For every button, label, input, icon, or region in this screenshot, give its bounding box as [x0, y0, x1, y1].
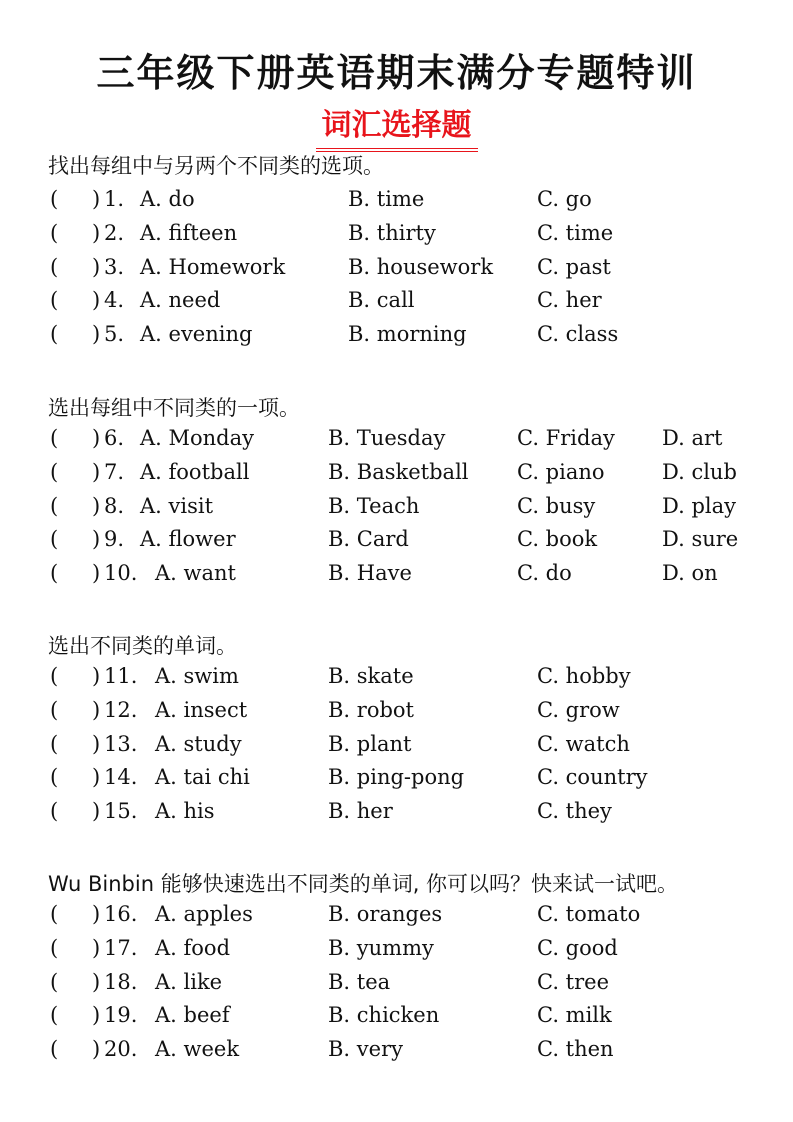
- answer-blank-open[interactable]: (: [50, 493, 59, 518]
- option-a: A. Monday: [140, 426, 255, 450]
- question-row: [0, 732, 793, 762]
- answer-blank-close: ): [92, 426, 101, 450]
- subtitle-wrap: [0, 100, 793, 152]
- option-c: C. tree: [537, 969, 610, 994]
- option-c: C. time: [537, 220, 614, 245]
- option-a: A. swim: [155, 664, 239, 688]
- question-row: [0, 902, 793, 932]
- question-number: 13.: [104, 731, 138, 756]
- option-b: B. Tuesday: [328, 426, 446, 450]
- option-d: D. art: [662, 426, 723, 450]
- answer-blank-close: ): [92, 1037, 101, 1062]
- option-d: D. sure: [662, 527, 739, 552]
- answer-blank-close: ): [92, 187, 101, 211]
- option-a: A. do: [140, 187, 195, 211]
- option-b: B. call: [348, 288, 415, 313]
- answer-blank-close: ): [92, 459, 101, 484]
- question-number: 5.: [104, 322, 125, 347]
- page-title: 三年级下册英语期末满分专题特训: [96, 51, 697, 95]
- option-a: A. visit: [140, 493, 214, 518]
- option-b: B. robot: [328, 697, 414, 722]
- answer-blank-open[interactable]: (: [50, 459, 59, 484]
- option-a: A. football: [140, 459, 250, 484]
- option-b: B. Have: [328, 561, 412, 586]
- answer-blank-close: ): [92, 288, 101, 313]
- question-number: 10.: [104, 561, 138, 586]
- question-number: 7.: [104, 459, 125, 484]
- question-number: 2.: [104, 220, 125, 245]
- question-row: [0, 187, 793, 217]
- question-row: [0, 561, 793, 591]
- question-number: 15.: [104, 799, 138, 824]
- option-c: C. they: [537, 799, 612, 824]
- answer-blank-open[interactable]: (: [50, 969, 59, 994]
- option-b: B. Basketball: [328, 459, 469, 484]
- answer-blank-open[interactable]: (: [50, 254, 59, 279]
- answer-blank-close: ): [92, 561, 101, 586]
- answer-blank-open[interactable]: (: [50, 731, 59, 756]
- answer-blank-open[interactable]: (: [50, 1037, 59, 1062]
- section-heading: 选出不同类的单词。: [48, 634, 237, 658]
- answer-blank-close: ): [92, 527, 101, 552]
- question-number: 11.: [104, 664, 138, 688]
- question-row: [0, 221, 793, 251]
- question-row: [0, 494, 793, 524]
- option-c: C. tomato: [537, 902, 641, 926]
- option-c: C. her: [537, 288, 602, 313]
- question-row: [0, 322, 793, 352]
- question-number: 9.: [104, 527, 125, 552]
- option-b: B. Card: [328, 527, 409, 552]
- answer-blank-close: ): [92, 493, 101, 518]
- answer-blank-open[interactable]: (: [50, 288, 59, 313]
- question-row: [0, 460, 793, 490]
- option-a: A. tai chi: [155, 765, 250, 790]
- answer-blank-open[interactable]: (: [50, 697, 59, 722]
- option-c: C. piano: [517, 459, 605, 484]
- option-c: C. class: [537, 322, 619, 347]
- option-a: A. fifteen: [140, 220, 238, 245]
- option-a: A. flower: [140, 527, 236, 552]
- answer-blank-close: ): [92, 935, 101, 960]
- option-c: C. past: [537, 254, 611, 279]
- option-a: A. need: [140, 288, 221, 313]
- section-heading: Wu Binbin 能够快速选出不同类的单词, 你可以吗？快来试一试吧。: [48, 872, 679, 896]
- answer-blank-open[interactable]: (: [50, 322, 59, 347]
- option-c: C. go: [537, 187, 592, 211]
- question-row: [0, 765, 793, 795]
- answer-blank-close: ): [92, 664, 101, 688]
- option-c: C. watch: [537, 731, 630, 756]
- answer-blank-open[interactable]: (: [50, 561, 59, 586]
- question-number: 20.: [104, 1037, 138, 1062]
- option-d: D. club: [662, 459, 737, 484]
- question-number: 16.: [104, 902, 138, 926]
- option-b: B. her: [328, 799, 393, 824]
- answer-blank-close: ): [92, 697, 101, 722]
- option-a: A. week: [155, 1037, 240, 1062]
- option-c: C. do: [517, 561, 572, 586]
- question-number: 4.: [104, 288, 125, 313]
- question-row: [0, 426, 793, 456]
- option-c: C. hobby: [537, 664, 631, 688]
- option-b: B. plant: [328, 731, 412, 756]
- option-b: B. Teach: [328, 493, 420, 518]
- answer-blank-open[interactable]: (: [50, 1003, 59, 1028]
- option-c: C. grow: [537, 697, 620, 722]
- answer-blank-close: ): [92, 1003, 101, 1028]
- option-c: C. then: [537, 1037, 614, 1062]
- option-b: B. ping-pong: [328, 765, 465, 790]
- answer-blank-open[interactable]: (: [50, 765, 59, 790]
- option-a: A. insect: [155, 697, 248, 722]
- question-number: 8.: [104, 493, 125, 518]
- option-a: A. his: [155, 799, 215, 824]
- option-c: C. milk: [537, 1003, 612, 1028]
- question-number: 3.: [104, 254, 125, 279]
- question-row: [0, 1003, 793, 1033]
- answer-blank-close: ): [92, 969, 101, 994]
- option-a: A. beef: [155, 1003, 230, 1028]
- option-d: D. play: [662, 493, 736, 518]
- question-row: [0, 970, 793, 1000]
- answer-blank-close: ): [92, 322, 101, 347]
- option-b: B. very: [328, 1037, 403, 1062]
- answer-blank-open[interactable]: (: [50, 220, 59, 245]
- answer-blank-open[interactable]: (: [50, 426, 59, 450]
- question-row: [0, 664, 793, 694]
- question-number: 12.: [104, 697, 138, 722]
- option-b: B. chicken: [328, 1003, 440, 1028]
- question-number: 1.: [104, 187, 125, 211]
- answer-blank-close: ): [92, 254, 101, 279]
- answer-blank-close: ): [92, 902, 101, 926]
- option-b: B. thirty: [348, 220, 436, 245]
- question-number: 18.: [104, 969, 138, 994]
- answer-blank-close: ): [92, 765, 101, 790]
- question-row: [0, 255, 793, 285]
- option-b: B. tea: [328, 969, 391, 994]
- option-c: C. busy: [517, 493, 596, 518]
- answer-blank-open[interactable]: (: [50, 902, 59, 926]
- question-number: 17.: [104, 935, 138, 960]
- question-number: 14.: [104, 765, 138, 790]
- question-row: [0, 698, 793, 728]
- option-b: B. skate: [328, 664, 414, 688]
- option-c: C. good: [537, 935, 618, 960]
- question-row: [0, 527, 793, 557]
- question-number: 19.: [104, 1003, 138, 1028]
- question-number: 6.: [104, 426, 125, 450]
- option-a: A. study: [155, 731, 242, 756]
- question-row: [0, 288, 793, 318]
- question-row: [0, 936, 793, 966]
- option-a: A. food: [155, 935, 231, 960]
- answer-blank-open[interactable]: (: [50, 935, 59, 960]
- option-b: B. housework: [348, 254, 494, 279]
- option-d: D. on: [662, 561, 718, 586]
- option-b: B. yummy: [328, 935, 434, 960]
- option-c: C. book: [517, 527, 598, 552]
- option-b: B. morning: [348, 322, 467, 347]
- question-row: [0, 1037, 793, 1067]
- answer-blank-close: ): [92, 220, 101, 245]
- answer-blank-close: ): [92, 731, 101, 756]
- answer-blank-open[interactable]: (: [50, 664, 59, 688]
- answer-blank-open[interactable]: (: [50, 527, 59, 552]
- option-a: A. Homework: [140, 254, 286, 279]
- section-heading: 选出每组中不同类的一项。: [48, 396, 300, 420]
- option-c: C. Friday: [517, 426, 615, 450]
- page-subtitle: 词汇选择题: [316, 100, 478, 152]
- answer-blank-open[interactable]: (: [50, 799, 59, 824]
- option-c: C. country: [537, 765, 648, 790]
- option-a: A. apples: [155, 902, 253, 926]
- question-row: [0, 799, 793, 829]
- section-heading: 找出每组中与另两个不同类的选项。: [48, 154, 384, 178]
- option-a: A. like: [155, 969, 223, 994]
- option-b: B. oranges: [328, 902, 443, 926]
- answer-blank-close: ): [92, 799, 101, 824]
- option-b: B. time: [348, 187, 425, 211]
- option-a: A. evening: [140, 322, 253, 347]
- option-a: A. want: [155, 561, 236, 586]
- answer-blank-open[interactable]: (: [50, 187, 59, 211]
